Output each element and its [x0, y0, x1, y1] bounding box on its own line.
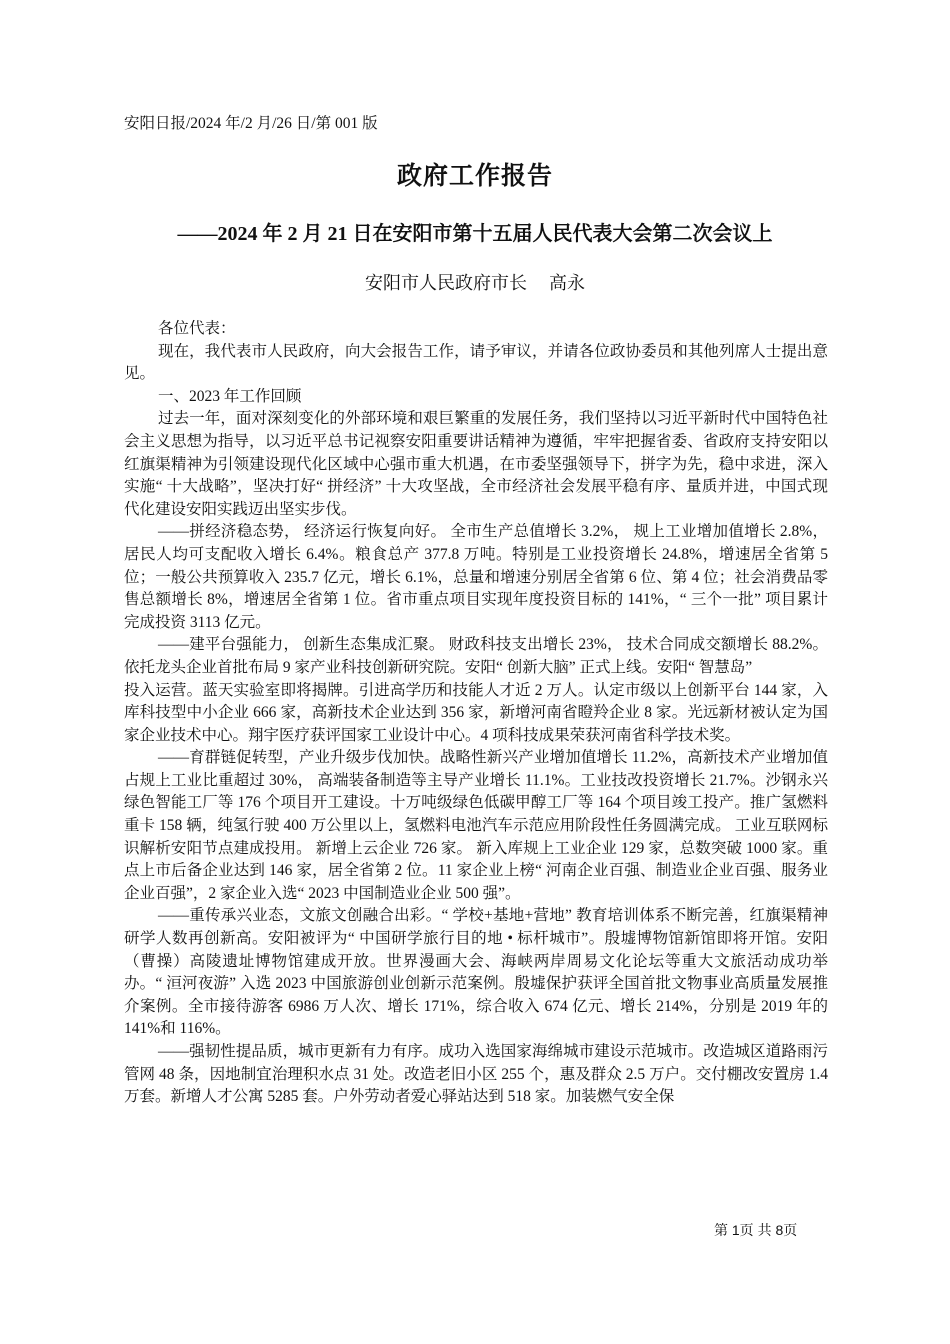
paragraph-culture-tourism: ——重传承兴业态，文旅文创融合出彩。“ 学校+基地+营地” 教育培训体系不断完善，红旗渠精神研学人数再创新高。安阳被评为“ 中国研学旅行目的地 • 标杆城市”。殷墟博物馆新馆即将开馆。安阳（曹操）高陵遗址博物馆建成开放。世界漫画大会、海峡两岸周易文化论坛等重大文旅活动成功举办。“ 洹河夜游” 入选 2023 中国旅游创业创新示范案例。殷墟保护获评全国首批文物事业高质量发展推介案例。全市接待游客 6986 万人次、增长 171%，综合收入 674 亿元、增长 214%，分别是 2019 年的 141%和 116%。: [124, 907, 828, 1038]
author-line: [0, 270, 950, 296]
paragraph-industry: ——育群链促转型，产业升级步伐加快。战略性新兴产业增加值增长 11.2%，高新技术产业增加值占规上工业比重超过 30%， 高端装备制造等主导产业增长 11.1%。工业技改投资增长 21.7%。沙钢永兴绿色智能工厂等 176 个项目开工建设。十万吨级绿色低碳甲醇工厂等 164 个项目竣工投产。推广氢燃料重卡 158 辆，纯氢行驶 400 万公里以上，氢燃料电池汽车示范应用阶段性任务圆满完成。 工业互联网标识解析安阳节点建成投用。 新增上云企业 726 家。 新入库规上工业企业 129 家，总数突破 1000 家。重点上市后备企业达到 146 家，居全省第 2 位。11 家企业上榜“ 河南企业百强、制造业企业百强、服务业企业百强”，2 家企业入选“ 2023 中国制造业企业 500 强”。: [124, 749, 828, 902]
author-name: 高永: [549, 273, 585, 293]
document-body: [124, 318, 828, 1109]
paragraph-innovation-cont: 投入运营。蓝天实验室即将揭牌。引进高学历和技能人才近 2 万人。认定市级以上创新平台 144 家，入库科技型中小企业 666 家，高新技术企业达到 356 家，新增河南省瞪羚企业 8 家。光远新材被认定为国家企业技术中心。翔宇医疗获评国家工业设计中心。4 项科技成果荣获河南省科学技术奖。: [124, 681, 828, 744]
paragraph-intro: 现在，我代表市人民政府，向大会报告工作，请予审议，并请各位政协委员和其他列席人士提出意见。: [124, 342, 828, 383]
document-title: 政府工作报告: [396, 163, 553, 190]
document-subtitle: ——2024 年 2 月 21 日在安阳市第十五届人民代表大会第二次会议上: [177, 223, 773, 245]
paragraph-economy: ——拼经济稳态势， 经济运行恢复向好。 全市生产总值增长 3.2%， 规上工业增加值增长 2.8%，居民人均可支配收入增长 6.4%。粮食总产 377.8 万吨。特别是工业投资增长 24.8%，增速居全省第 5 位；一般公共预算收入 235.7 亿元，增长 6.1%，总量和增速分别居全省第 6 位、第 4 位；社会消费品零售总额增长 8%，增速居全省第 1 位。省市重点项目实现年度投资目标的 141%，“ 三个一批” 项目累计完成投资 3113 亿元。: [124, 523, 828, 631]
paragraph-overview: 过去一年，面对深刻变化的外部环境和艰巨繁重的发展任务，我们坚持以习近平新时代中国特色社会主义思想为指导，以习近平总书记视察安阳重要讲话精神为遵循，牢牢把握省委、省政府支持安阳以红旗渠精神为引领建设现代化区域中心强市重大机遇，在市委坚强领导下，拼字为先，稳中求进，深入实施“ 十大战略”，坚决打好“ 拼经济” 十大攻坚战，全市经济社会发展平稳有序、量质并进，中国式现代化建设安阳实践迈出坚实步伐。: [124, 410, 828, 518]
paragraph-urban-renewal: ——强韧性提品质，城市更新有力有序。成功入选国家海绵城市建设示范城市。改造城区道路雨污管网 48 条，因地制宜治理积水点 31 处。改造老旧小区 255 个，惠及群众 2.5 万户。交付棚改安置房 1.4 万套。新增人才公寓 5285 套。户外劳动者爱心驿站达到 518 家。加装燃气安全保: [124, 1043, 828, 1106]
section-heading: 一、2023 年工作回顾: [158, 387, 302, 405]
author-position: 安阳市人民政府市长: [365, 273, 527, 293]
source-line: 安阳日报/2024 年/2 月/26 日/第 001 版: [124, 115, 378, 132]
paragraph-salutation: 各位代表：: [158, 320, 236, 337]
paragraph-innovation: ——建平台强能力， 创新生态集成汇聚。 财政科技支出增长 23%， 技术合同成交额增长 88.2%。依托龙头企业首批布局 9 家产业科技创新研究院。安阳“ 创新大脑” 正式上线。安阳“ 智慧岛”: [124, 636, 828, 676]
page-number: 第 1页 共 8页: [714, 1222, 798, 1238]
